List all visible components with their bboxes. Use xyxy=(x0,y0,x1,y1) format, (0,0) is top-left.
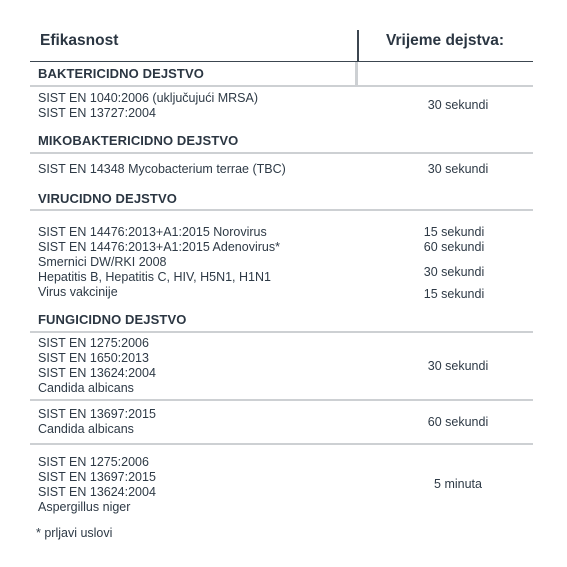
section-title: FUNGICIDNO DEJSTVO xyxy=(38,312,187,327)
section-title-cell xyxy=(30,62,355,85)
standards-text: SIST EN 14348 Mycobacterium terrae (TBC) xyxy=(38,162,286,176)
section-title-cell xyxy=(30,130,533,152)
section-mycobactericidal xyxy=(30,130,533,185)
table-row xyxy=(30,333,533,399)
time-value: 30 sekundi xyxy=(427,162,489,176)
header-divider xyxy=(357,30,359,62)
section-bactericidal xyxy=(30,62,533,128)
table-row xyxy=(30,445,533,522)
time-value: 15 sekundi xyxy=(423,287,485,301)
section-title: VIRUCIDNO DEJSTVO xyxy=(38,191,177,206)
standards-text: SIST EN 1040:2006 (uključujući MRSA) SIST EN 13727:2004 xyxy=(38,91,259,120)
time-value: 60 sekundi xyxy=(423,240,485,254)
section-title: BAKTERICIDNO DEJSTVO xyxy=(38,66,204,81)
standards-text: SIST EN 14476:2013+A1:2015 Norovirus SIST EN 14476:2013+A1:2015 Adenovirus* Smernici DW/RKI 2008 Hepatitis B, Hepatitis C, HIV, H5N1, H1N1 Virus vakcinije xyxy=(38,225,280,299)
section-title: MIKOBAKTERICIDNO DEJSTVO xyxy=(38,133,239,148)
section-virucidal xyxy=(30,187,533,307)
time-value: 60 sekundi xyxy=(427,415,489,429)
standards-text: SIST EN 1275:2006 SIST EN 1650:2013 SIST EN 13624:2004 Candida albicans xyxy=(38,336,156,395)
footnote: * prljavi uslovi xyxy=(36,526,113,540)
time-value: 30 sekundi xyxy=(427,359,489,373)
table-row xyxy=(30,87,533,128)
table-row xyxy=(30,401,533,443)
section-title-right-cell xyxy=(358,62,533,85)
table-row xyxy=(30,211,533,307)
section-fungicidal xyxy=(30,309,533,522)
standards-text: SIST EN 13697:2015 Candida albicans xyxy=(38,407,156,436)
column-header-efficacy: Efikasnost xyxy=(40,32,119,49)
time-value: 5 minuta xyxy=(434,477,482,491)
time-value: 30 sekundi xyxy=(427,98,489,112)
time-value: 30 sekundi xyxy=(423,265,485,279)
column-header-time: Vrijeme dejstva: xyxy=(386,32,505,49)
time-value: 15 sekundi xyxy=(423,225,485,239)
section-title-cell xyxy=(30,309,533,331)
standards-text: SIST EN 1275:2006 SIST EN 13697:2015 SIST EN 13624:2004 Aspergillus niger xyxy=(38,455,156,514)
section-title-cell xyxy=(30,187,533,209)
table-row xyxy=(30,154,533,185)
